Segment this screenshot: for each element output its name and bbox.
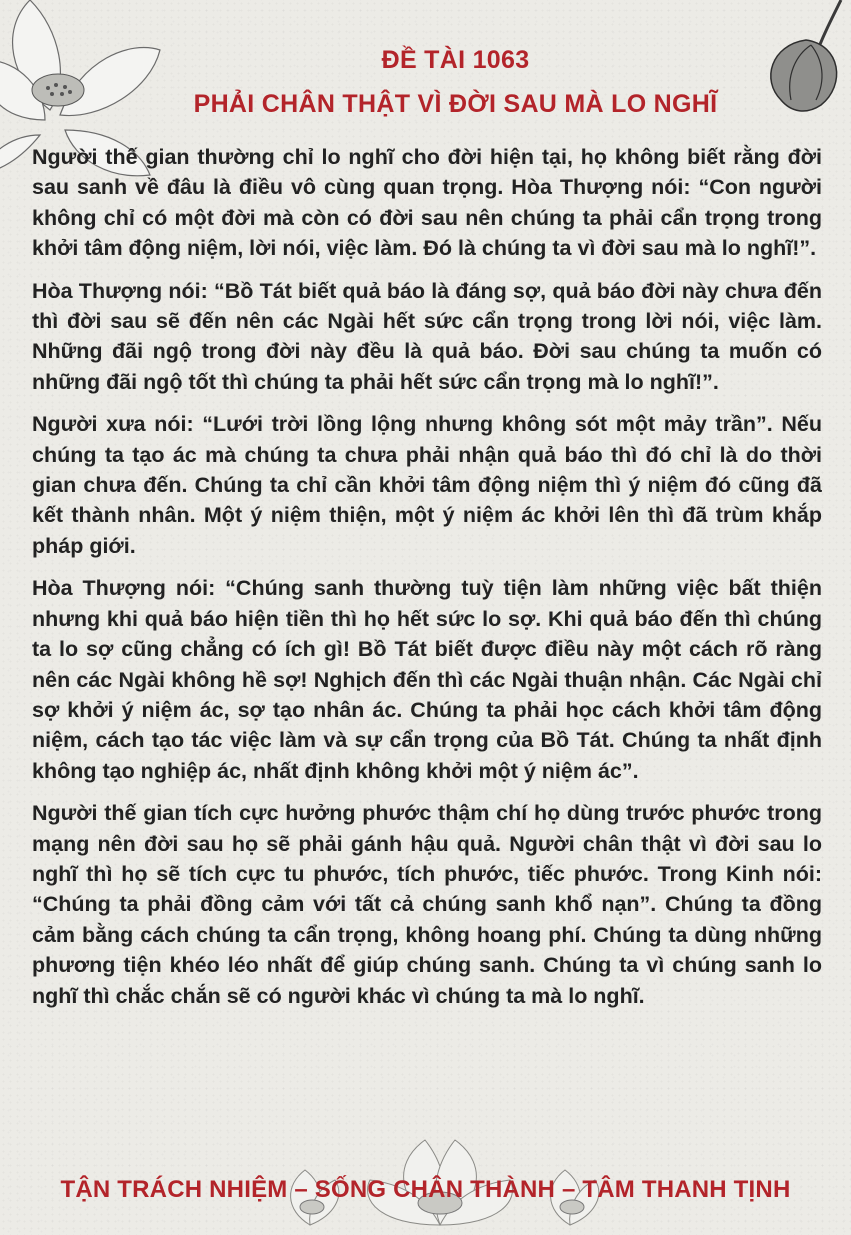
paragraph-5: Người thế gian tích cực hưởng phước thậm chí họ dùng trước phước trong mạng nên đời sau họ sẽ phải gánh hậu quả. Người chân thật vì đời sau lo nghĩ thì họ sẽ tích cực tu phước, tích phước, tiếc phước. Trong Kinh nói: “Chúng ta phải đồng cảm với tất cả chúng sanh khổ nạn”. Chúng ta đồng cảm bằng cách chúng ta cẩn trọng, không hoang phí. Chúng ta dùng những phương tiện khéo léo nhất để giúp chúng sanh. Chúng ta vì chúng sanh lo nghĩ thì chắc chắn sẽ có người khác vì chúng ta mà lo nghĩ. (32, 801, 822, 1008)
page-title: PHẢI CHÂN THẬT VÌ ĐỜI SAU MÀ LO NGHĨ (193, 90, 718, 118)
topic-number: ĐỀ TÀI 1063 (381, 46, 530, 74)
article-body (32, 142, 822, 1023)
footer-motto: TẬN TRÁCH NHIỆM – SỐNG CHÂN THÀNH – TÂM THANH TỊNH (60, 1176, 791, 1203)
header (0, 38, 851, 126)
paragraph-1: Người thế gian thường chỉ lo nghĩ cho đời hiện tại, họ không biết rằng đời sau sanh về đâu là điều vô cùng quan trọng. Hòa Thượng nói: “Con người không chỉ có một đời mà còn có đời sau nên chúng ta phải cẩn trọng trong khởi tâm động niệm, lời nói, việc làm. Đó là chúng ta vì đời sau mà lo nghĩ!”. (32, 145, 822, 261)
paragraph-2: Hòa Thượng nói: “Bồ Tát biết quả báo là đáng sợ, quả báo đời này chưa đến thì đời sau sẽ đến nên các Ngài hết sức cẩn trọng trong lời nói, việc làm. Những đãi ngộ trong đời này đều là quả báo. Đời sau chúng ta muốn có những đãi ngộ tốt thì chúng ta phải hết sức cẩn trọng mà lo nghĩ!”. (32, 278, 822, 394)
paragraph-3: Người xưa nói: “Lưới trời lồng lộng nhưng không sót một mảy trần”. Nếu chúng ta tạo ác mà chúng ta chưa phải nhận quả báo thì đó chỉ là do thời gian chưa đến. Chúng ta chỉ cần khởi tâm động niệm thì ý niệm đó cũng đã kết thành nhân. Một ý niệm thiện, một ý niệm ác khởi lên thì đã trùm khắp pháp giới. (32, 412, 822, 558)
paragraph-4: Hòa Thượng nói: “Chúng sanh thường tuỳ tiện làm những việc bất thiện nhưng khi quả báo hiện tiền thì họ hết sức lo sợ. Khi quả báo đến thì chúng ta lo sợ cũng chẳng có ích gì! Bồ Tát biết được điều này một cách rõ ràng nên các Ngài không hề sợ! Nghịch đến thì các Ngài thuận nhận. Các Ngài chỉ sợ khởi ý niệm ác, sợ tạo nhân ác. Chúng ta phải học cách khởi tâm động niệm, cách tạo tác việc làm và sự cẩn trọng của Bồ Tát. Chúng ta nhất định không tạo nghiệp ác, nhất định không khởi một ý niệm ác”. (32, 576, 822, 783)
